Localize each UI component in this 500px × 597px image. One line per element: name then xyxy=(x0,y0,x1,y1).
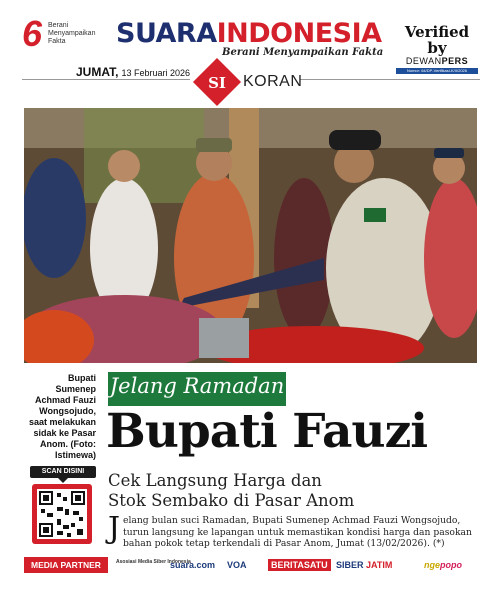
tagline: Berani Menyampaikan Fakta xyxy=(222,47,384,58)
issue-date xyxy=(76,65,190,79)
kicker-banner xyxy=(108,372,286,406)
partner-beritasatu[interactable]: BERITASATU xyxy=(268,559,331,571)
kicker-text: Jelang Ramadan xyxy=(109,374,285,398)
brand-logo[interactable] xyxy=(116,18,386,48)
si-badge-text: SI xyxy=(208,74,226,92)
headline[interactable]: Bupati Fauzi xyxy=(106,404,428,459)
partner-siberjatim[interactable] xyxy=(336,559,392,571)
partner-siber-a: SIBER xyxy=(336,560,364,570)
issue-day: JUMAT, xyxy=(76,65,119,79)
article-body xyxy=(108,511,480,550)
divider xyxy=(22,79,190,80)
subheadline-line-2: Stok Sembako di Pasar Anom xyxy=(108,491,355,510)
issue-date-text: 13 Februari 2026 xyxy=(121,68,191,78)
anniversary-number: 6 xyxy=(22,13,43,54)
divider xyxy=(300,79,480,80)
photo-caption: Bupati Sumenep Achmad Fauzi Wongsojudo, saat melakukan sidak ke Pasar Anom. (Foto: Istimewa) xyxy=(28,373,96,460)
media-partner-label: MEDIA PARTNER xyxy=(24,557,108,573)
partner-suara[interactable]: suara.com xyxy=(170,560,216,570)
dateline xyxy=(0,63,500,97)
market-scene-illustration xyxy=(24,108,477,363)
partner-ngepopo[interactable] xyxy=(424,559,462,571)
partner-siber-b: JATIM xyxy=(366,560,393,570)
partner-voa[interactable]: VOA xyxy=(227,560,247,570)
scan-pointer-icon xyxy=(58,478,68,483)
verified-org-prefix: DEWAN xyxy=(405,56,442,66)
verified-title: Verified by xyxy=(404,23,470,57)
partner-ngepop-a: nge xyxy=(424,560,441,570)
qr-pattern xyxy=(37,489,87,539)
brand-name-first: SUARA xyxy=(116,18,217,49)
partner-amsi[interactable]: Asosiasi Media Siber Indonesia xyxy=(116,559,191,565)
article-body-text: elang bulan suci Ramadan, Bupati Sumenep Achmad Fauzi Wongsojudo, turun langsung ke lapangan untuk memastikan kondisi harga dan pasokan bahan pokok tetap terkendali di Pasar Anom, Jumat (13/02/2026). (*) xyxy=(123,515,472,549)
media-partner-bar xyxy=(24,557,480,573)
anniversary-text: Berani Menyampaikan Fakta xyxy=(48,22,96,45)
scan-label: SCAN DISINI xyxy=(30,466,96,478)
verified-org-suffix: PERS xyxy=(441,56,469,66)
edition-label: KORAN xyxy=(243,73,303,90)
drop-cap: J xyxy=(108,511,121,546)
qr-code-icon xyxy=(37,489,87,539)
news-photo xyxy=(24,108,477,363)
qr-code[interactable] xyxy=(32,484,92,544)
partner-ngepop-b: popo xyxy=(440,560,463,570)
subheadline xyxy=(108,471,478,511)
anniversary-logo xyxy=(22,13,102,56)
brand-name-second: INDONESIA xyxy=(216,18,382,49)
verified-number: Nomor: 64/DP-Verifikasi-K/II/2026 xyxy=(396,68,478,74)
subheadline-line-1: Cek Langsung Harga dan xyxy=(108,471,322,490)
